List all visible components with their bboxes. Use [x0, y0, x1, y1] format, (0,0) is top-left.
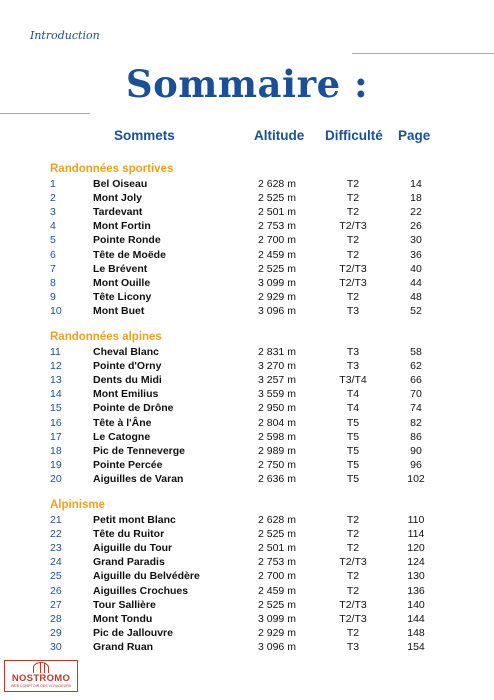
- summit-name: Mont Fortin: [93, 220, 151, 233]
- toc-row: [0, 387, 494, 401]
- column-header-altitude: Altitude: [254, 128, 305, 143]
- page-number: 70: [410, 388, 422, 401]
- difficulty-value: T2/T3: [339, 276, 367, 289]
- entry-number: 12: [50, 360, 62, 373]
- altitude-value: 3 096 m: [258, 304, 296, 317]
- difficulty-value: T3: [346, 346, 360, 358]
- toc-row: [0, 276, 494, 290]
- toc-row: [0, 640, 494, 654]
- entry-number: 26: [50, 584, 62, 597]
- page-number: 86: [410, 430, 422, 443]
- entry-number: 16: [50, 416, 62, 429]
- difficulty-value: T5: [346, 472, 360, 485]
- entry-number: 2: [50, 192, 56, 205]
- entry-number: 7: [50, 262, 56, 275]
- page-number: 26: [410, 220, 422, 233]
- altitude-value: 2 950 m: [258, 402, 296, 415]
- summit-name: Le Catogne: [93, 430, 151, 443]
- page-number: 136: [407, 584, 425, 597]
- difficulty-value: T5: [346, 430, 360, 443]
- altitude-value: 3 099 m: [258, 612, 296, 625]
- entry-number: 17: [50, 430, 62, 443]
- summit-name: Mont Emilius: [93, 388, 159, 401]
- summit-name: Pointe d'Orny: [93, 360, 162, 373]
- difficulty-value: T3/T4: [339, 374, 367, 387]
- summit-name: Grand Ruan: [93, 640, 154, 653]
- summit-name: Tête à l'Âne: [93, 416, 152, 429]
- toc-row: [0, 233, 494, 247]
- difficulty-value: T2: [346, 584, 360, 597]
- summit-name: Tête de Moëde: [93, 248, 166, 261]
- toc-row: [0, 527, 494, 541]
- section-title: Randonnées alpines: [50, 331, 162, 343]
- summit-name: Dents du Midi: [93, 374, 162, 387]
- entry-number: 29: [50, 626, 62, 639]
- page-number: 22: [410, 206, 422, 219]
- difficulty-value: T2/T3: [339, 612, 367, 625]
- difficulty-value: T3: [346, 360, 360, 373]
- entry-number: 5: [50, 234, 56, 247]
- entry-number: 22: [50, 528, 62, 541]
- altitude-value: 3 559 m: [258, 388, 296, 401]
- altitude-value: 2 525 m: [258, 598, 296, 611]
- toc-row: [0, 612, 494, 626]
- altitude-value: 2 525 m: [258, 192, 296, 205]
- toc-row: [0, 472, 494, 486]
- page-number: 52: [410, 304, 422, 317]
- page-number: 48: [410, 290, 422, 303]
- altitude-value: 3 096 m: [258, 640, 296, 653]
- altitude-value: 2 700 m: [258, 570, 296, 583]
- altitude-value: 2 929 m: [258, 626, 296, 639]
- toc-row: [0, 177, 494, 191]
- difficulty-value: T2/T3: [339, 220, 367, 233]
- difficulty-value: T2: [346, 206, 360, 219]
- summit-name: Tête Licony: [93, 290, 152, 303]
- difficulty-value: T2: [346, 626, 360, 639]
- entry-number: 27: [50, 598, 62, 611]
- toc-row: [0, 262, 494, 276]
- toc-row: [0, 626, 494, 640]
- difficulty-value: T2: [346, 248, 360, 261]
- toc-row: [0, 359, 494, 373]
- altitude-value: 2 753 m: [258, 556, 296, 569]
- summit-name: Aiguilles de Varan: [93, 472, 184, 485]
- altitude-value: 2 929 m: [258, 290, 296, 303]
- page-number: 124: [407, 556, 425, 569]
- difficulty-value: T5: [346, 458, 360, 471]
- altitude-value: 2 525 m: [258, 262, 296, 275]
- entry-number: 3: [50, 206, 56, 219]
- toc-row: [0, 219, 494, 233]
- summit-name: Pic de Tenneverge: [93, 444, 186, 457]
- summit-name: Mont Joly: [93, 192, 142, 205]
- page-number: 140: [407, 598, 425, 611]
- entry-number: 20: [50, 472, 62, 485]
- decorative-rule-left: [0, 113, 90, 114]
- altitude-value: 3 270 m: [258, 360, 296, 373]
- logo-tagline: WEB COMPTOIR DES VOYAGEURS: [10, 684, 72, 688]
- toc-row: [0, 191, 494, 205]
- difficulty-value: T5: [346, 444, 360, 457]
- entry-number: 10: [50, 304, 62, 317]
- column-header-page: Page: [398, 128, 431, 143]
- toc-row: [0, 555, 494, 569]
- toc-row: [0, 205, 494, 219]
- logo-name: NOSTROMO: [11, 673, 71, 684]
- page-number: 36: [410, 248, 422, 261]
- altitude-value: 2 501 m: [258, 542, 296, 555]
- difficulty-value: T3: [346, 304, 360, 317]
- summit-name: Aiguille du Tour: [93, 542, 173, 555]
- column-header-sommets: Sommets: [114, 128, 175, 143]
- difficulty-value: T3: [346, 640, 360, 653]
- page-number: 114: [407, 528, 425, 541]
- altitude-value: 2 804 m: [258, 416, 296, 429]
- difficulty-value: T2/T3: [339, 598, 367, 611]
- page-number: 90: [410, 444, 422, 457]
- entry-number: 14: [50, 388, 62, 401]
- toc-row: [0, 541, 494, 555]
- page-number: 74: [410, 402, 422, 415]
- difficulty-value: T2: [346, 570, 360, 583]
- difficulty-value: T2/T3: [339, 262, 367, 275]
- entry-number: 8: [50, 276, 56, 289]
- summit-name: Mont Tondu: [93, 612, 153, 625]
- entry-number: 15: [50, 402, 62, 415]
- summit-name: Aiguilles Crochues: [93, 584, 189, 597]
- section-title: Randonnées sportives: [50, 163, 174, 175]
- page-number: 40: [410, 262, 422, 275]
- summit-name: Pointe de Drône: [93, 402, 174, 415]
- altitude-value: 2 753 m: [258, 220, 296, 233]
- altitude-value: 2 831 m: [258, 346, 296, 358]
- page-number: 58: [410, 346, 422, 358]
- toc-row: [0, 304, 494, 318]
- altitude-value: 2 459 m: [258, 248, 296, 261]
- summit-name: Grand Paradis: [93, 556, 165, 569]
- page-number: 130: [407, 570, 425, 583]
- toc-row: [0, 569, 494, 583]
- altitude-value: 2 700 m: [258, 234, 296, 247]
- toc-row: [0, 430, 494, 444]
- entry-number: 28: [50, 612, 62, 625]
- summit-name: Cheval Blanc: [93, 346, 159, 358]
- toc-row: [0, 345, 494, 359]
- altitude-value: 2 628 m: [258, 514, 296, 526]
- page-number: 96: [410, 458, 422, 471]
- toc-row: [0, 416, 494, 430]
- difficulty-value: T2: [346, 178, 360, 190]
- altitude-value: 3 257 m: [258, 374, 296, 387]
- summit-name: Pointe Percée: [93, 458, 163, 471]
- page-number: 14: [410, 178, 422, 190]
- entry-number: 1: [50, 178, 56, 190]
- entry-number: 19: [50, 458, 62, 471]
- entry-number: 9: [50, 290, 56, 303]
- difficulty-value: T2: [346, 234, 360, 247]
- page-number: 110: [407, 514, 425, 526]
- entry-number: 11: [50, 346, 61, 358]
- summit-name: Mont Buet: [93, 304, 145, 317]
- summit-name: Bel Oiseau: [93, 178, 148, 190]
- page-number: 18: [410, 192, 422, 205]
- difficulty-value: T2: [346, 192, 360, 205]
- altitude-value: 2 750 m: [258, 458, 296, 471]
- entry-number: 18: [50, 444, 62, 457]
- toc-row: [0, 513, 494, 527]
- entry-number: 6: [50, 248, 56, 261]
- page-number: 102: [407, 472, 425, 485]
- altitude-value: 2 459 m: [258, 584, 296, 597]
- toc-row: [0, 373, 494, 387]
- page-number: 44: [410, 276, 422, 289]
- summit-name: Le Brévent: [93, 262, 148, 275]
- page-title: Sommaire :: [125, 62, 369, 106]
- toc-row: [0, 248, 494, 262]
- page-number: 144: [407, 612, 425, 625]
- table-header: [0, 128, 494, 148]
- altitude-value: 2 598 m: [258, 430, 296, 443]
- entry-number: 30: [50, 640, 62, 653]
- toc-row: [0, 444, 494, 458]
- difficulty-value: T5: [346, 416, 360, 429]
- globe-icon: [33, 662, 49, 673]
- toc-row: [0, 584, 494, 598]
- difficulty-value: T4: [346, 388, 360, 401]
- altitude-value: 2 501 m: [258, 206, 296, 219]
- difficulty-value: T2: [346, 528, 360, 541]
- entry-number: 4: [50, 220, 56, 233]
- difficulty-value: T2: [346, 514, 360, 526]
- summit-name: Pic de Jallouvre: [93, 626, 173, 639]
- summit-name: Mont Ouille: [93, 276, 151, 289]
- toc-row: [0, 598, 494, 612]
- chapter-label: Introduction: [30, 29, 100, 42]
- entry-number: 13: [50, 374, 62, 387]
- difficulty-value: T2/T3: [339, 556, 367, 569]
- section-title: Alpinisme: [50, 499, 105, 511]
- altitude-value: 3 099 m: [258, 276, 296, 289]
- summit-name: Aiguille du Belvédère: [93, 570, 200, 583]
- summit-name: Petit mont Blanc: [93, 514, 176, 526]
- altitude-value: 2 989 m: [258, 444, 296, 457]
- altitude-value: 2 636 m: [258, 472, 296, 485]
- entry-number: 21: [50, 514, 62, 526]
- summit-name: Tardevant: [93, 206, 143, 219]
- altitude-value: 2 628 m: [258, 178, 296, 190]
- difficulty-value: T4: [346, 402, 360, 415]
- page-number: 154: [407, 640, 425, 653]
- page-number: 62: [410, 360, 422, 373]
- column-header-difficulte: Difficulté: [325, 128, 383, 143]
- page-number: 82: [410, 416, 422, 429]
- summit-name: Tour Sallière: [93, 598, 156, 611]
- decorative-rule-right: [352, 53, 494, 54]
- difficulty-value: T2: [346, 290, 360, 303]
- difficulty-value: T2: [346, 542, 360, 555]
- toc-row: [0, 401, 494, 415]
- page-number: 30: [410, 234, 422, 247]
- publisher-logo: [4, 660, 78, 692]
- summit-name: Pointe Ronde: [93, 234, 161, 247]
- toc-row: [0, 458, 494, 472]
- altitude-value: 2 525 m: [258, 528, 296, 541]
- page-number: 120: [407, 542, 425, 555]
- entry-number: 24: [50, 556, 62, 569]
- summit-name: Tête du Ruitor: [93, 528, 165, 541]
- toc-row: [0, 290, 494, 304]
- page-number: 66: [410, 374, 422, 387]
- page-number: 148: [407, 626, 425, 639]
- entry-number: 23: [50, 542, 62, 555]
- entry-number: 25: [50, 570, 62, 583]
